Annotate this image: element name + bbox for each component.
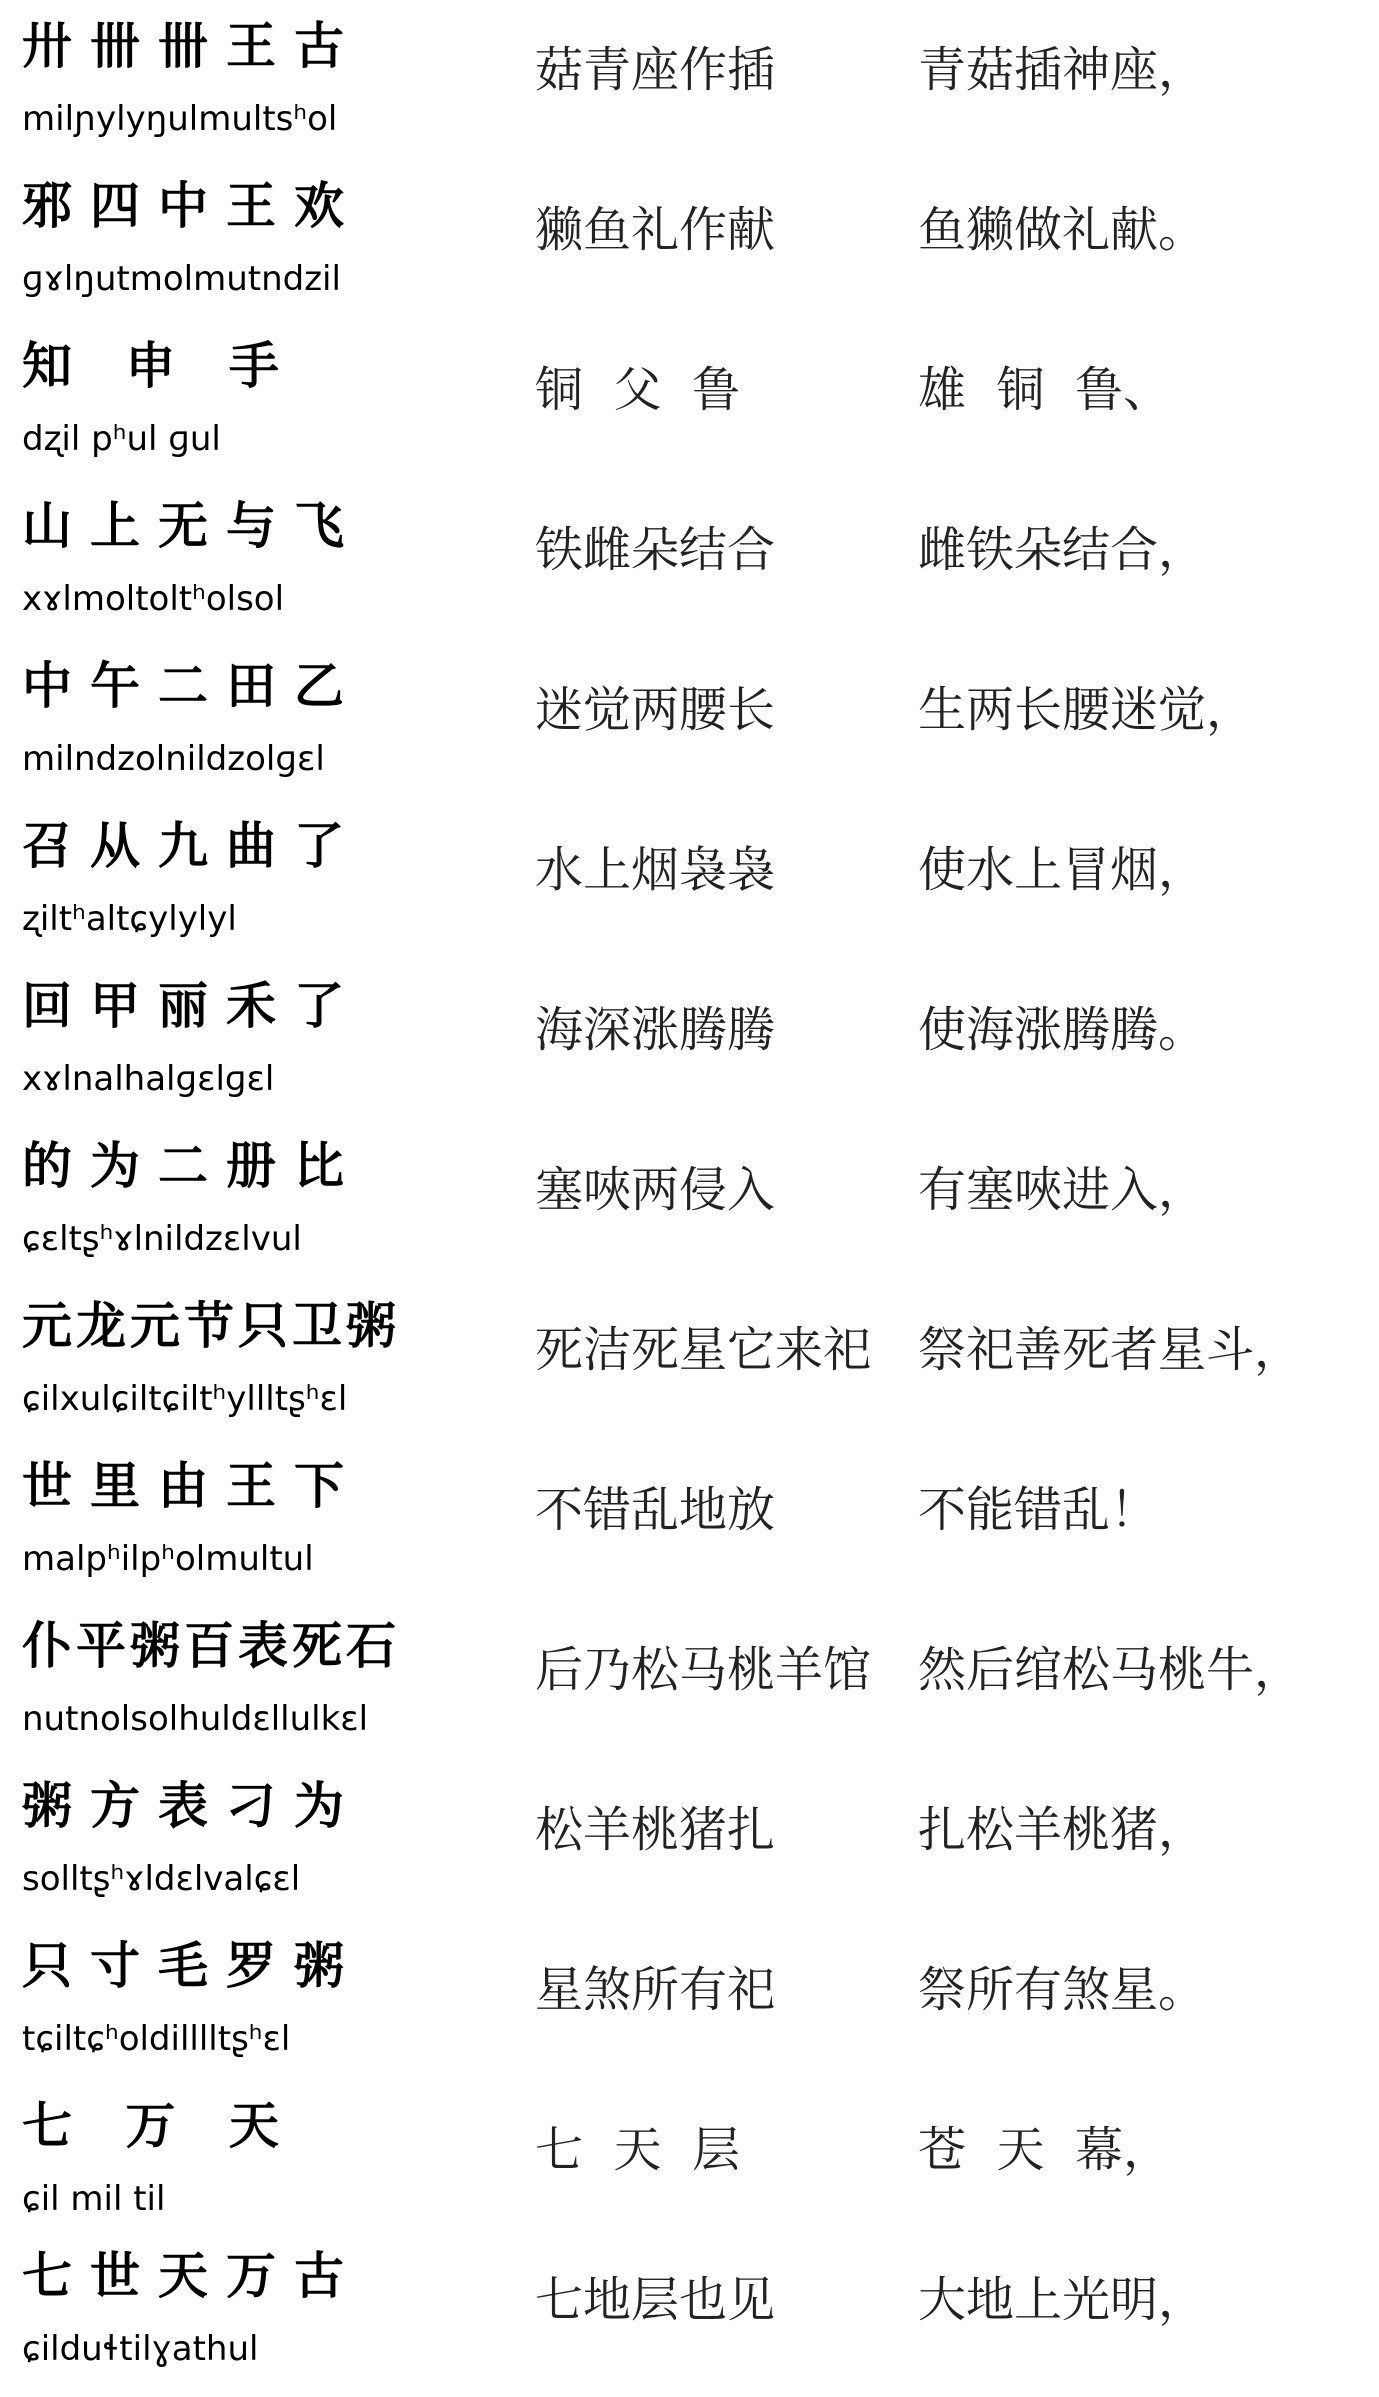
script-glyphs: 只寸毛罗粥 [22,1937,362,1995]
verse-row-14 [0,2085,1379,2245]
script-glyphs: 粥方表刁为 [22,1777,362,1835]
literal-translation: 海深涨腾腾 [535,1002,776,1058]
free-translation: 鱼獭做礼献。 [918,202,1207,258]
phonetic-transcription: ɡɤlŋutmolmutndzil [22,259,341,299]
literal-translation: 七地层也见 [535,2272,776,2328]
phonetic-transcription: milɲylyŋulmultsʰol [22,99,338,139]
free-translation: 使水上冒烟， [918,842,1207,898]
script-column [22,1769,462,1919]
free-translation: 雄 铜 鲁、 [918,362,1172,418]
phonetic-transcription: dʐil pʰul ɡul [22,419,221,459]
verse-row-1 [0,5,1379,165]
verse-row-6 [0,805,1379,965]
script-column [22,169,462,319]
literal-translation: 星煞所有祀 [535,1962,776,2018]
phonetic-transcription: xɤlnalhalɡɛlɡɛl [22,1059,275,1099]
literal-translation: 獭鱼礼作献 [535,202,776,258]
script-column [22,649,462,799]
script-glyphs: 七世天万古 [22,2247,362,2305]
script-glyphs: 仆平粥百表死石 [22,1617,400,1675]
literal-translation: 塞唊两侵入 [535,1162,776,1218]
free-translation: 不能错乱！ [918,1482,1159,1538]
script-glyphs: 回甲丽禾了 [22,977,362,1035]
script-column [22,1129,462,1279]
script-column [22,329,462,479]
literal-translation: 后乃松马桃羊馆 [535,1642,872,1698]
phonetic-transcription: ʐiltʰaltɕylylyl [22,899,237,939]
script-column [22,1609,462,1759]
script-column [22,489,462,639]
literal-translation: 铁雌朵结合 [535,522,776,578]
script-column [22,2239,462,2389]
script-column [22,2089,462,2239]
verse-row-2 [0,165,1379,325]
phonetic-transcription: nutnolsolhuldɛllulkɛl [22,1699,369,1739]
phonetic-transcription: ɕilduɬtilɣathul [22,2329,259,2369]
free-translation: 青菇插神座， [918,42,1207,98]
script-column [22,1449,462,1599]
phonetic-transcription: solltʂʰɤldɛlvalɕɛl [22,1859,301,1899]
free-translation: 祭祀善死者星斗， [918,1322,1303,1378]
verse-row-13 [0,1925,1379,2085]
literal-translation: 迷觉两腰长 [535,682,776,738]
literal-translation: 七 天 层 [535,2122,741,2178]
script-column [22,1289,462,1439]
literal-translation: 菇青座作插 [535,42,776,98]
verse-row-4 [0,485,1379,645]
verse-row-5 [0,645,1379,805]
verse-row-15 [0,2235,1379,2395]
literal-translation: 松羊桃猪扎 [535,1802,776,1858]
verse-row-11 [0,1605,1379,1765]
script-glyphs: 的为二册比 [22,1137,362,1195]
free-translation: 使海涨腾腾。 [918,1002,1207,1058]
phonetic-transcription: xɤlmoltoltʰolsol [22,579,285,619]
script-column [22,1929,462,2079]
verse-row-7 [0,965,1379,1125]
script-column [22,809,462,959]
free-translation: 雌铁朵结合， [918,522,1207,578]
free-translation: 祭所有煞星。 [918,1962,1207,2018]
verse-row-8 [0,1125,1379,1285]
phonetic-transcription: malpʰilpʰolmultul [22,1539,314,1579]
literal-translation: 水上烟袅袅 [535,842,776,898]
literal-translation: 铜 父 鲁 [535,362,741,418]
script-column [22,969,462,1119]
phonetic-transcription: milndzolnildzolɡɛl [22,739,325,779]
free-translation: 大地上光明， [918,2272,1207,2328]
free-translation: 然后绾松马桃牛， [918,1642,1303,1698]
script-glyphs: 七 万 天 [22,2097,297,2155]
script-glyphs: 知 申 手 [22,337,297,395]
script-glyphs: 山上无与飞 [22,497,362,555]
literal-translation: 死洁死星它来祀 [535,1322,872,1378]
script-glyphs: 邪四中王欢 [22,177,362,235]
free-translation: 扎松羊桃猪， [918,1802,1207,1858]
script-glyphs: 召从九曲了 [22,817,362,875]
script-column [22,9,462,159]
literal-translation: 不错乱地放 [535,1482,776,1538]
free-translation: 苍 天 幕， [918,2122,1172,2178]
phonetic-transcription: ɕil mil til [22,2179,166,2219]
phonetic-transcription: tɕiltɕʰoldilllltʂʰɛl [22,2019,291,2059]
phonetic-transcription: ɕilxulɕiltɕiltʰyllltʂʰɛl [22,1379,348,1419]
verse-row-3 [0,325,1379,485]
script-glyphs: 中午二田乙 [22,657,362,715]
script-glyphs: 元龙元节只卫粥 [22,1297,400,1355]
script-glyphs: 卅卌卌王古 [22,17,362,75]
free-translation: 有塞唊进入， [918,1162,1207,1218]
verse-row-10 [0,1445,1379,1605]
verse-row-12 [0,1765,1379,1925]
verse-row-9 [0,1285,1379,1445]
script-glyphs: 世里由王下 [22,1457,362,1515]
free-translation: 生两长腰迷觉， [918,682,1255,738]
phonetic-transcription: ɕɛltʂʰɤlnildzɛlvul [22,1219,302,1259]
